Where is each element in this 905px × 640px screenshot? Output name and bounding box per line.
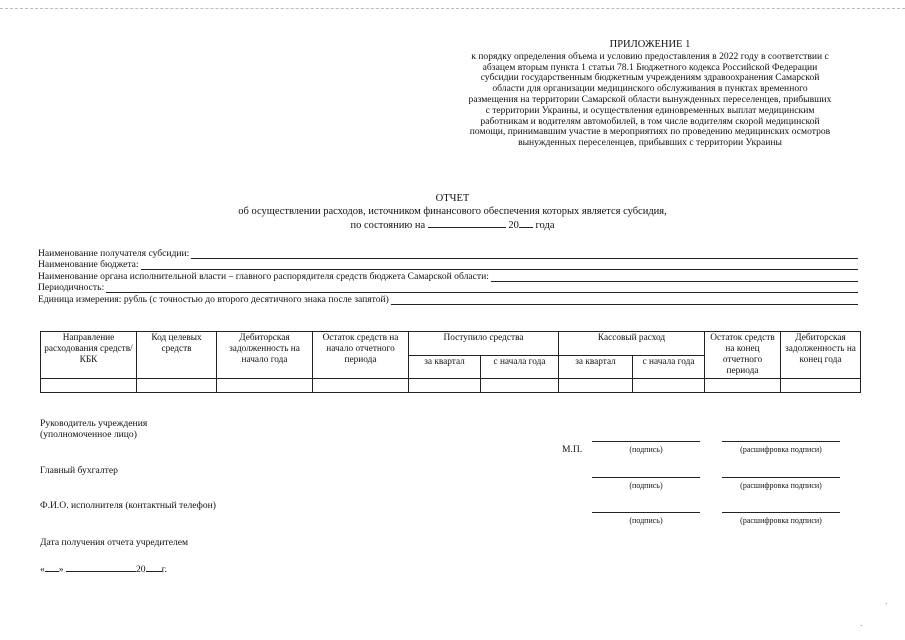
date-received-line <box>40 562 167 575</box>
appendix-line: с территории Украины, и осуществления единовременных выплат медицинским <box>485 104 815 116</box>
table-cell[interactable] <box>481 379 559 393</box>
appendix-line: субсидии государственным бюджетным учреждениям здравоохранения Самарской <box>480 72 820 84</box>
date-close-quote: » <box>58 564 64 575</box>
table-header-row <box>41 332 861 356</box>
col-debt-start: Дебиторская задолженность на начало года <box>217 332 313 379</box>
seal-mark: М.П. <box>562 444 583 455</box>
col-code: Код целевых средств <box>137 332 217 379</box>
col-cash-quarter: за квартал <box>559 355 633 379</box>
col-received-quarter: за квартал <box>409 355 481 379</box>
table-row <box>41 379 861 393</box>
field-label: Периодичность: <box>38 282 105 294</box>
head-decode-line[interactable] <box>722 440 840 442</box>
executor-sign-line[interactable] <box>592 511 700 513</box>
table-cell[interactable] <box>781 379 861 393</box>
appendix-line: размещения на территории Самарской области вынужденных переселенцев, прибывших <box>468 93 832 105</box>
date-year-prefix: 20 <box>136 564 146 575</box>
decode-caption: (расшифровка подписи) <box>740 516 822 525</box>
appendix-line: вынужденных переселенцев, прибывших с территории Украины <box>518 137 782 149</box>
col-balance-end: Остаток средств на конец отчетного периода <box>705 332 781 379</box>
col-cash-ytd: с начала года <box>633 355 705 379</box>
field-authority <box>38 270 858 282</box>
head-line2: (уполномоченное лицо) <box>40 429 137 440</box>
field-periodicity <box>38 282 858 294</box>
table-cell[interactable] <box>559 379 633 393</box>
field-input-line[interactable] <box>191 250 858 259</box>
table-cell[interactable] <box>41 379 137 393</box>
scan-speck: · <box>885 600 888 608</box>
field-label: Наименование бюджета: <box>38 259 139 271</box>
date-received-label: Дата получения отчета учредителем <box>40 537 189 548</box>
table-cell[interactable] <box>313 379 409 393</box>
date-open-quote: « <box>40 564 45 575</box>
field-label: Единица измерения: рубль (с точностью до второго десятичного знака после запятой) <box>38 293 389 305</box>
field-input-line[interactable] <box>391 296 858 305</box>
executor-label: Ф.И.О. исполнителя (контактный телефон) <box>40 500 216 511</box>
table-cell[interactable] <box>409 379 481 393</box>
accountant-sign-line[interactable] <box>592 476 700 478</box>
report-date-prefix: по состоянию на <box>350 220 426 231</box>
head-line1: Руководитель учреждения <box>40 418 148 429</box>
head-sign-line[interactable] <box>592 440 700 442</box>
field-label: Наименование получателя субсидии: <box>38 247 190 259</box>
appendix-block <box>440 40 860 149</box>
col-received-ytd: с начала года <box>481 355 559 379</box>
table-cell[interactable] <box>705 379 781 393</box>
date-year-suffix: г. <box>161 564 167 575</box>
report-year-prefix: 20 <box>508 220 519 231</box>
decode-caption: (расшифровка подписи) <box>740 445 822 454</box>
scan-speck: · <box>860 622 863 630</box>
col-balance-start: Остаток средств на начало отчетного периода <box>313 332 409 379</box>
chief-accountant-label: Главный бухгалтер <box>40 465 118 476</box>
report-table <box>40 331 861 393</box>
page-top-edge <box>0 0 905 9</box>
field-input-line[interactable] <box>141 261 858 270</box>
report-date-blank[interactable] <box>428 218 506 228</box>
field-budget <box>38 259 858 271</box>
appendix-line: помощи, принимавшим участие в мероприятиях по проведению медицинских осмотров <box>469 126 831 138</box>
accountant-decode-line[interactable] <box>722 476 840 478</box>
decode-caption: (расшифровка подписи) <box>740 481 822 490</box>
head-label <box>40 418 147 440</box>
appendix-line: работникам и водителям автомобилей, в том числе водителям скорой медицинской <box>480 115 820 127</box>
col-direction: Направление расходования средств/КБК <box>41 332 137 379</box>
col-cash-expense: Кассовый расход <box>559 332 705 356</box>
report-fields <box>38 247 858 305</box>
report-title: ОТЧЕТ <box>435 193 470 204</box>
date-year-blank[interactable] <box>146 562 162 572</box>
field-unit <box>38 293 858 305</box>
report-year-blank[interactable] <box>519 218 533 228</box>
col-received: Поступило средства <box>409 332 559 356</box>
appendix-line: области для организации медицинского обслуживания в пунктах временного <box>492 83 808 95</box>
table-cell[interactable] <box>137 379 217 393</box>
date-day-blank[interactable] <box>45 562 59 572</box>
field-label: Наименование органа исполнительной власти – главного распорядителя средств бюджета Самарской области: <box>38 270 489 282</box>
col-debt-end: Дебиторская задолженность на конец года <box>781 332 861 379</box>
report-heading <box>0 192 905 232</box>
field-recipient <box>38 247 858 259</box>
table-cell[interactable] <box>217 379 313 393</box>
table-cell[interactable] <box>633 379 705 393</box>
sign-caption: (подпись) <box>629 481 663 490</box>
report-subtitle: об осуществлении расходов, источником финансового обеспечения которых является субсидия, <box>238 206 667 217</box>
appendix-title: ПРИЛОЖЕНИЕ 1 <box>609 39 691 50</box>
report-date <box>0 218 905 232</box>
field-input-line[interactable] <box>106 284 858 293</box>
appendix-line: абзацем вторым пункта 1 статьи 78.1 Бюджетного кодекса Российской Федерации <box>482 61 818 73</box>
executor-decode-line[interactable] <box>722 511 840 513</box>
date-month-blank[interactable] <box>66 562 136 572</box>
sign-caption: (подпись) <box>629 516 663 525</box>
report-date-suffix: года <box>535 220 555 231</box>
field-input-line[interactable] <box>491 273 858 282</box>
appendix-line: к порядку определения объема и условию предоставления в 2022 году в соответствии с <box>471 50 829 62</box>
sign-caption: (подпись) <box>629 445 663 454</box>
